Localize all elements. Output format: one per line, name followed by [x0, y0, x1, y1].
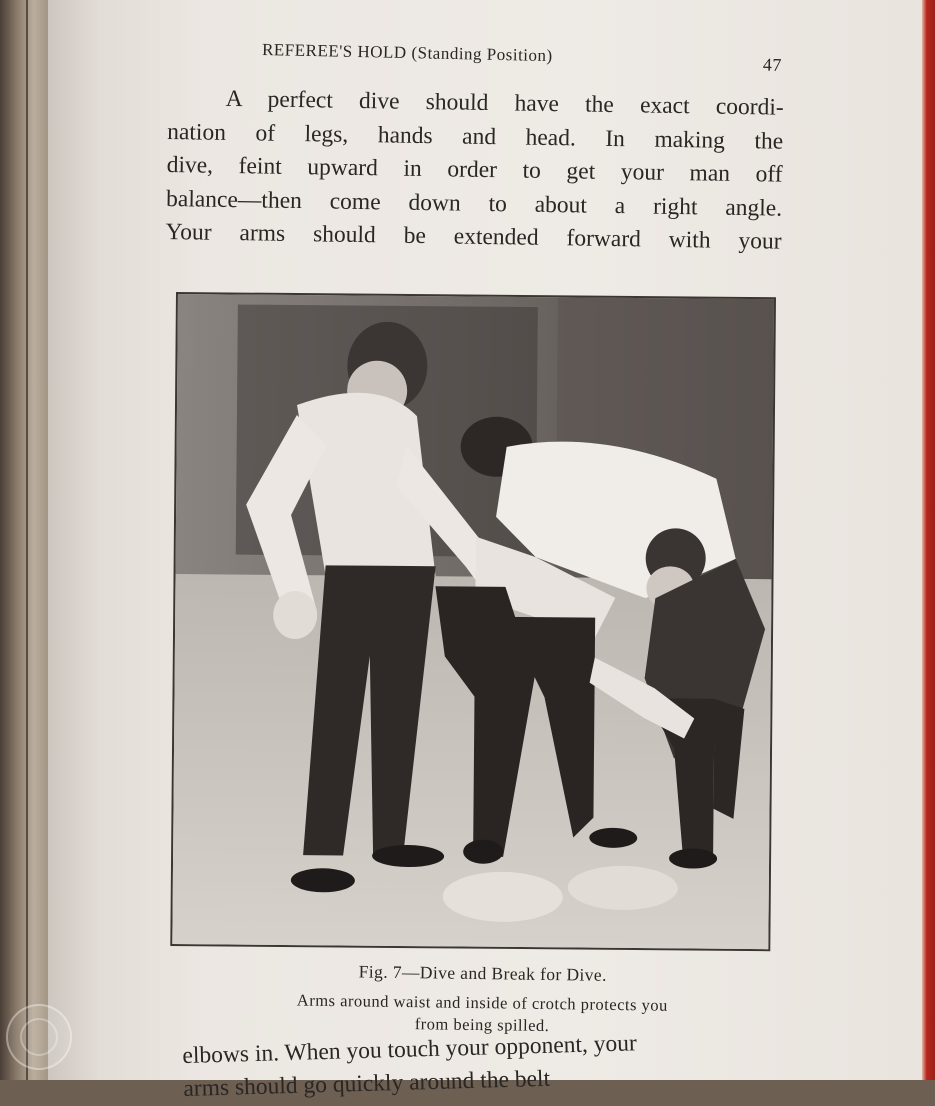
wrestling-photo: [172, 294, 774, 949]
text-line: elbows in. When you touch your opponent, your: [182, 1030, 638, 1069]
text-line: balance—then come down to about a right angle.: [165, 185, 783, 222]
running-head: [262, 36, 783, 81]
book-binding: [0, 0, 48, 1080]
text-line: dive, feint upward in order to get your man off: [166, 151, 783, 188]
book-cover-edge: [921, 0, 935, 1080]
caption-title: Fig. 7—Dive and Break for Dive.: [358, 961, 607, 985]
caption-line: Arms around waist and inside of crotch protects you: [296, 990, 668, 1015]
text-line: arms should go quickly around the belt: [183, 1065, 551, 1102]
caption-line: from being spilled.: [414, 1014, 550, 1036]
body-paragraph: [165, 82, 784, 259]
figure-photo: [170, 292, 776, 951]
binding-edge: [26, 0, 28, 1080]
running-title: REFEREE'S HOLD (Standing Position): [261, 40, 553, 66]
continuation-paragraph: [182, 1023, 784, 1106]
text-line: nation of legs, hands and head. In making the: [167, 118, 784, 155]
text-line: A perfect dive should have the exact coordi-: [225, 85, 784, 121]
text-line: Your arms should be extended forward with your: [165, 218, 782, 255]
book-page: [48, 0, 922, 1102]
watermark-logo: [6, 1004, 72, 1070]
page-number: 47: [762, 54, 783, 75]
